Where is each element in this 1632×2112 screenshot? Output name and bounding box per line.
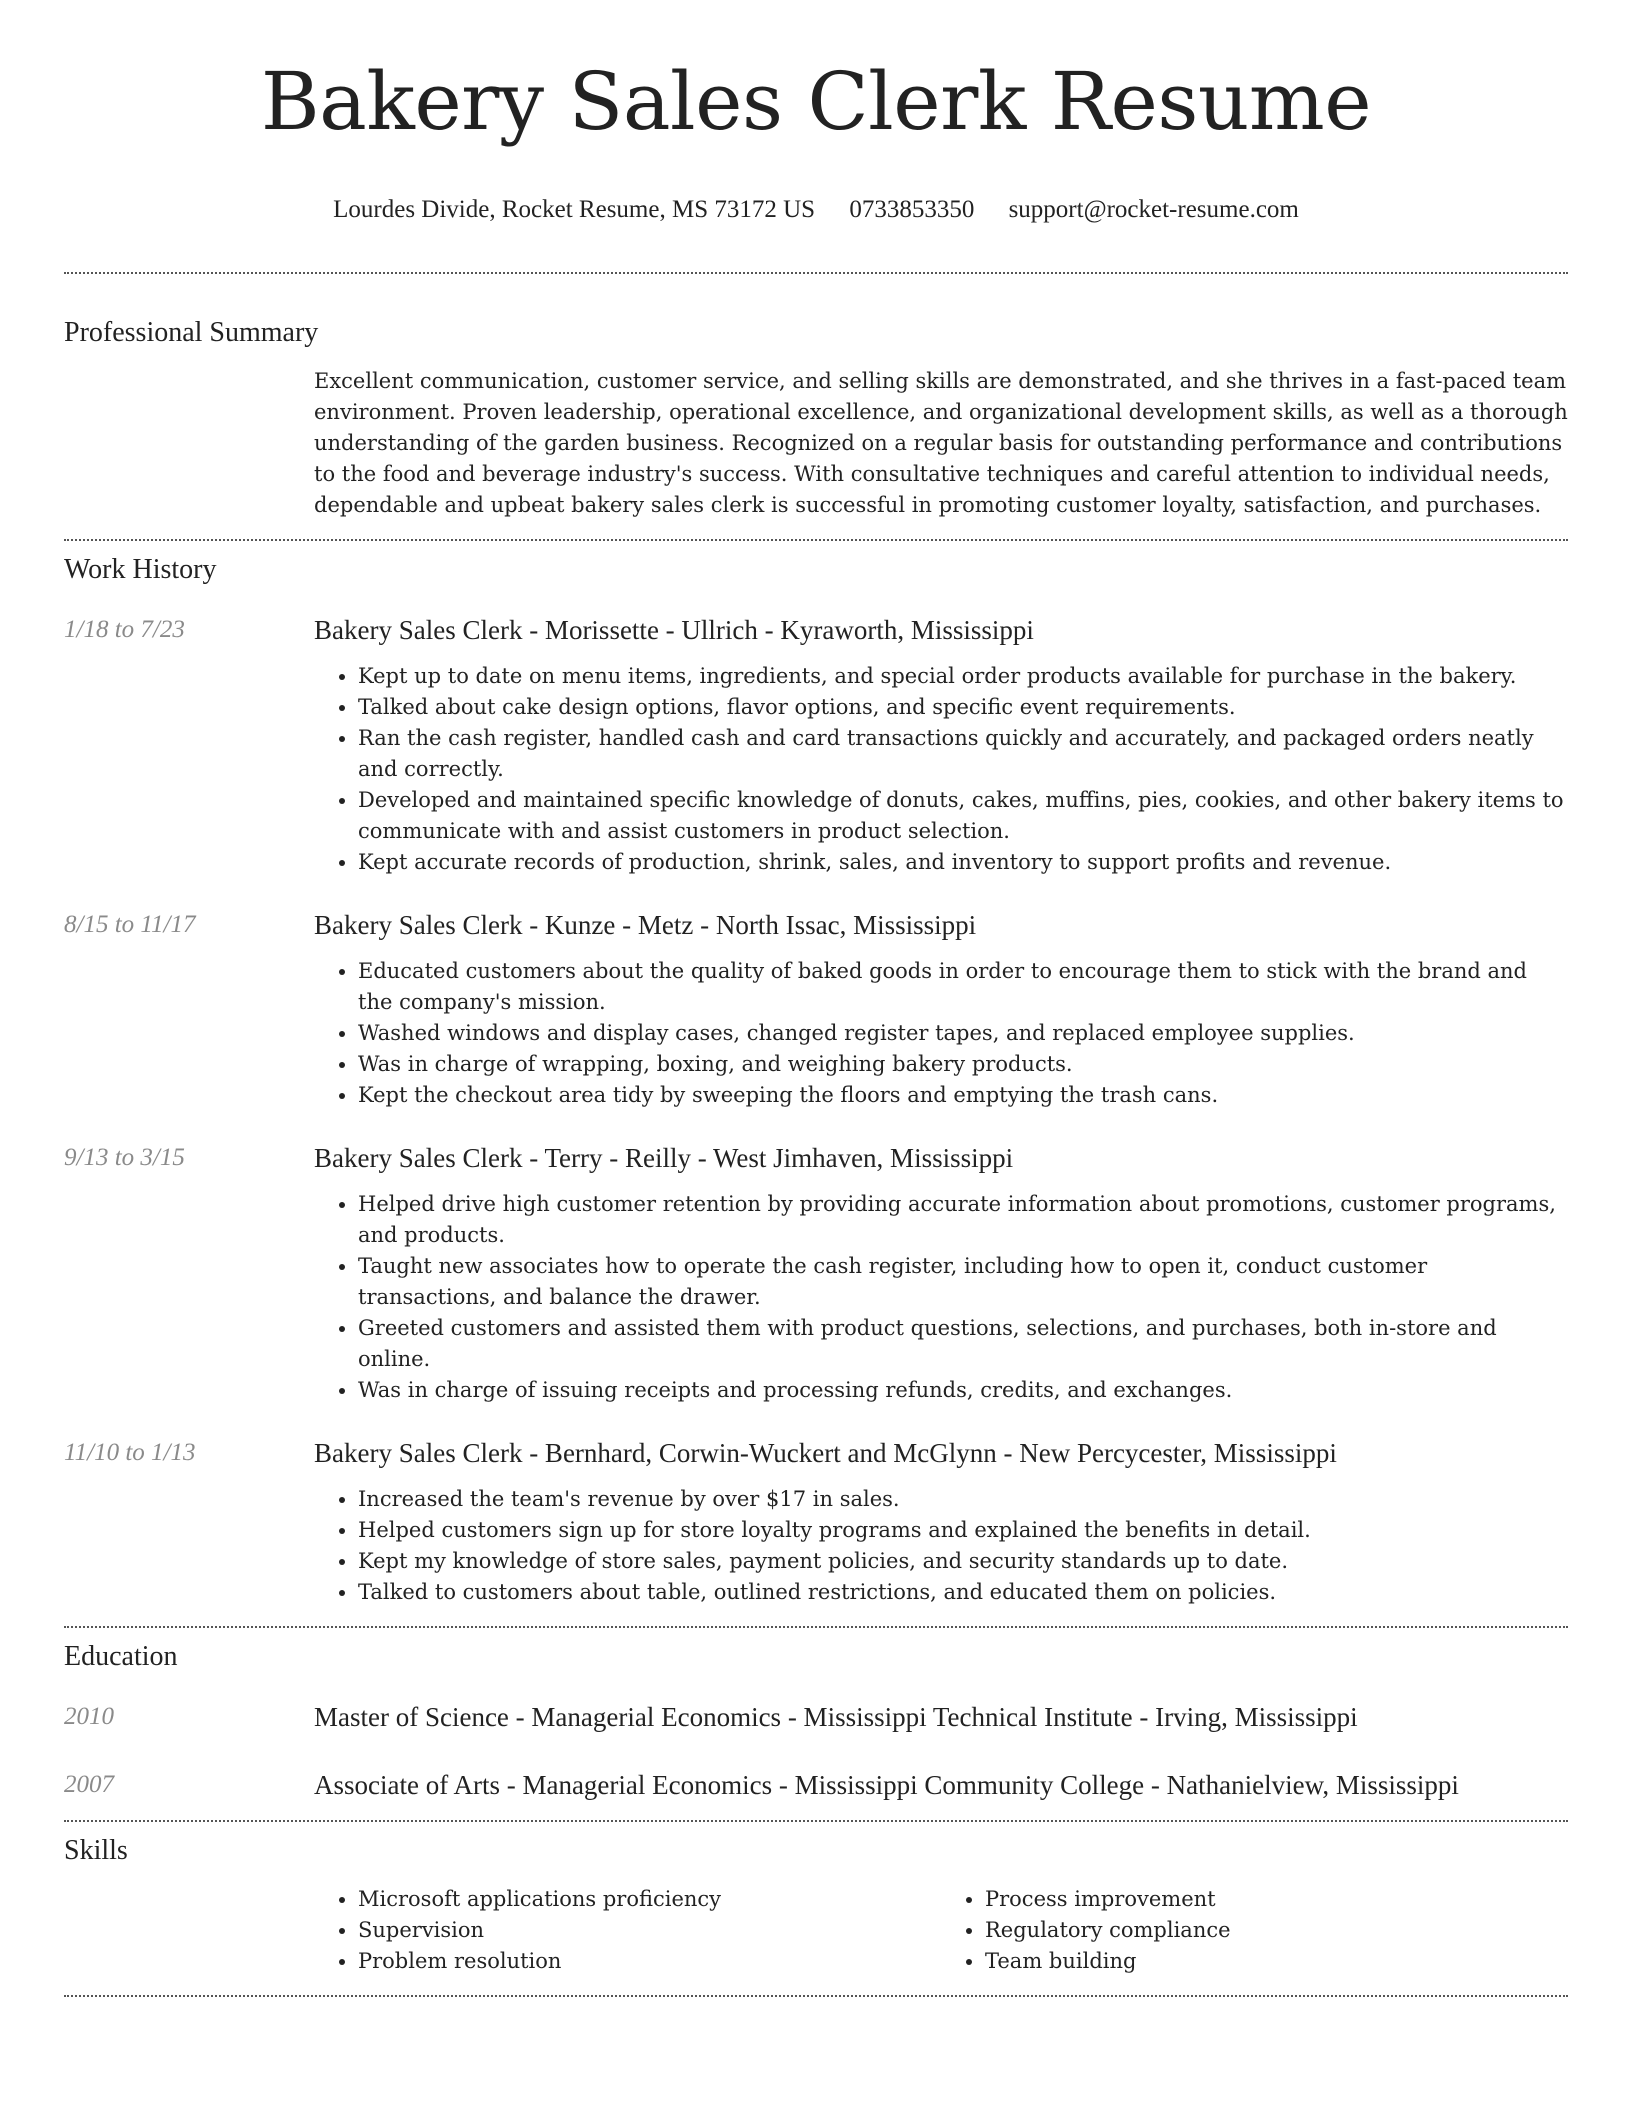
list-item: • Increased the team's revenue by over $17 in sales. xyxy=(358,1484,1568,1515)
job-title: Bakery Sales Clerk - Terry - Reilly - West Jimhaven, Mississippi xyxy=(314,1143,1014,1173)
skills-list xyxy=(314,1884,1568,1977)
list-item: • Process improvement xyxy=(985,1884,1568,1915)
divider xyxy=(64,1626,1568,1628)
divider xyxy=(64,539,1568,541)
education-degree: Master of Science - Managerial Economics - Mississippi Technical Institute - Irving, Mississippi xyxy=(314,1702,1358,1732)
job-entry xyxy=(64,1141,1568,1406)
job-title: Bakery Sales Clerk - Bernhard, Corwin-Wuckert and McGlynn - New Percycester, Mississippi xyxy=(314,1438,1337,1468)
contact-line xyxy=(64,194,1568,226)
list-item: • Was in charge of issuing receipts and processing refunds, credits, and exchanges. xyxy=(358,1375,1568,1406)
list-item: • Problem resolution xyxy=(358,1946,941,1977)
list-item: • Developed and maintained specific knowledge of donuts, cakes, muffins, pies, cookies, and other bakery items to communicate with and assist customers in product selection. xyxy=(358,785,1568,847)
list-item: • Taught new associates how to operate the cash register, including how to open it, conduct customer transactions, and balance the drawer. xyxy=(358,1251,1568,1313)
job-title: Bakery Sales Clerk - Kunze - Metz - North Issac, Mississippi xyxy=(314,910,977,940)
job-dates: 11/10 to 1/13 xyxy=(64,1439,196,1466)
summary-text: Excellent communication, customer service, and selling skills are demonstrated, and she thrives in a fast-paced team environment. Proven leadership, operational excellence, and organizational development skills, as well as a thorough understanding of the garden business. Recognized on a regular basis for outstanding performance and contributions to the food and beverage industry's success. With consultative techniques and careful attention to individual needs, dependable and upbeat bakery sales clerk is successful in promoting customer loyalty, satisfaction, and purchases. xyxy=(314,369,1568,517)
list-item: • Was in charge of wrapping, boxing, and weighing bakery products. xyxy=(358,1049,1568,1080)
section-heading-work-history: Work History xyxy=(64,554,217,585)
job-entry xyxy=(64,908,1568,1111)
job-title: Bakery Sales Clerk - Morissette - Ullrich - Kyraworth, Mississippi xyxy=(314,615,1034,645)
list-item: • Kept my knowledge of store sales, payment policies, and security standards up to date. xyxy=(358,1546,1568,1577)
list-item: • Kept the checkout area tidy by sweeping the floors and emptying the trash cans. xyxy=(358,1080,1568,1111)
contact-address: Lourdes Divide, Rocket Resume, MS 73172 US xyxy=(333,196,816,223)
education-year: 2010 xyxy=(64,1703,114,1730)
resume-title: Bakery Sales Clerk Resume xyxy=(260,55,1372,148)
job-entry xyxy=(64,613,1568,878)
section-heading-skills: Skills xyxy=(64,1835,128,1866)
list-item: • Washed windows and display cases, changed register tapes, and replaced employee supplies. xyxy=(358,1018,1568,1049)
job-bullets xyxy=(314,1189,1568,1406)
list-item: • Greeted customers and assisted them with product questions, selections, and purchases, both in-store and online. xyxy=(358,1313,1568,1375)
list-item: • Ran the cash register, handled cash and card transactions quickly and accurately, and packaged orders neatly and correctly. xyxy=(358,723,1568,785)
job-dates: 8/15 to 11/17 xyxy=(64,911,196,938)
education-degree: Associate of Arts - Managerial Economics - Mississippi Community College - Nathanielview, Mississippi xyxy=(314,1770,1459,1800)
divider xyxy=(64,1820,1568,1822)
education-year: 2007 xyxy=(64,1771,114,1798)
list-item: • Helped drive high customer retention by providing accurate information about promotions, customer programs, and products. xyxy=(358,1189,1568,1251)
list-item: • Kept up to date on menu items, ingredients, and special order products available for purchase in the bakery. xyxy=(358,661,1568,692)
list-item: • Helped customers sign up for store loyalty programs and explained the benefits in detail. xyxy=(358,1515,1568,1546)
education-entry xyxy=(64,1768,1568,1802)
job-bullets xyxy=(314,956,1568,1111)
job-dates: 9/13 to 3/15 xyxy=(64,1144,185,1171)
education-entry xyxy=(64,1700,1568,1734)
list-item: • Kept accurate records of production, shrink, sales, and inventory to support profits and revenue. xyxy=(358,847,1568,878)
list-item: • Team building xyxy=(985,1946,1568,1977)
contact-phone: 0733853350 xyxy=(849,196,975,223)
list-item: • Regulatory compliance xyxy=(985,1915,1568,1946)
list-item: • Talked to customers about table, outlined restrictions, and educated them on policies. xyxy=(358,1577,1568,1608)
job-bullets xyxy=(314,1484,1568,1608)
job-bullets xyxy=(314,661,1568,878)
divider xyxy=(64,1995,1568,1997)
skills-column-left xyxy=(314,1884,941,1977)
section-heading-summary: Professional Summary xyxy=(64,317,319,348)
section-heading-education: Education xyxy=(64,1641,178,1672)
contact-email: support@rocket-resume.com xyxy=(1008,196,1299,223)
list-item: • Talked about cake design options, flavor options, and specific event requirements. xyxy=(358,692,1568,723)
job-entry xyxy=(64,1436,1568,1608)
list-item: • Educated customers about the quality of baked goods in order to encourage them to stick with the brand and the company's mission. xyxy=(358,956,1568,1018)
skills-column-right xyxy=(941,1884,1568,1977)
list-item: • Microsoft applications proficiency xyxy=(358,1884,941,1915)
list-item: • Supervision xyxy=(358,1915,941,1946)
divider xyxy=(64,272,1568,274)
job-dates: 1/18 to 7/23 xyxy=(64,616,185,643)
